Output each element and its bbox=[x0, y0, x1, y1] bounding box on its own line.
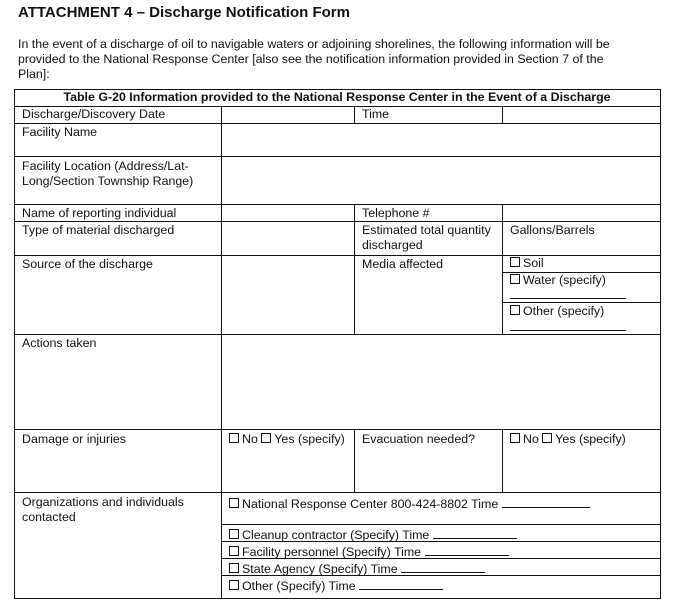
row-divider bbox=[14, 334, 661, 335]
checkbox-icon[interactable] bbox=[510, 433, 520, 443]
reporting-individual-label: Name of reporting individual bbox=[22, 206, 177, 220]
facility-name-field[interactable] bbox=[223, 125, 658, 155]
facility-location-field[interactable] bbox=[223, 158, 658, 203]
time-blank[interactable] bbox=[401, 560, 485, 573]
checkbox-icon[interactable] bbox=[229, 563, 239, 573]
page-title: ATTACHMENT 4 – Discharge Notification Form bbox=[18, 4, 350, 21]
row-divider bbox=[14, 429, 661, 430]
checkbox-icon[interactable] bbox=[542, 433, 552, 443]
row-divider bbox=[503, 302, 661, 303]
table-border-right bbox=[660, 89, 661, 599]
row-divider bbox=[14, 123, 661, 124]
checkbox-icon[interactable] bbox=[229, 433, 239, 443]
contact-cleanup[interactable]: Cleanup contractor (Specify) Time bbox=[229, 526, 517, 543]
checkbox-icon[interactable] bbox=[229, 498, 239, 508]
column-divider bbox=[502, 204, 503, 335]
table-border-bottom bbox=[14, 598, 661, 599]
time-label: Time bbox=[362, 107, 390, 121]
organizations-label: Organizations and individuals contacted bbox=[22, 495, 184, 524]
row-divider bbox=[14, 492, 661, 493]
table-caption: Table G-20 Information provided to the National Response Center in the Event of a Discharge bbox=[63, 90, 611, 104]
actions-taken-field[interactable] bbox=[223, 336, 658, 428]
evacuation-options: No Yes (specify) bbox=[510, 432, 658, 447]
time-blank[interactable] bbox=[425, 543, 509, 556]
row-divider bbox=[14, 255, 661, 256]
time-blank[interactable] bbox=[502, 495, 590, 508]
checkbox-icon[interactable] bbox=[229, 546, 239, 556]
material-type-field[interactable] bbox=[223, 223, 353, 253]
media-affected-label: Media affected bbox=[362, 257, 444, 271]
gallons-barrels-label: Gallons/Barrels bbox=[510, 223, 595, 237]
source-label: Source of the discharge bbox=[22, 257, 153, 271]
column-divider bbox=[354, 204, 355, 335]
row-divider bbox=[14, 204, 661, 205]
telephone-label: Telephone # bbox=[362, 206, 430, 220]
time-blank[interactable] bbox=[359, 577, 443, 590]
evacuation-label: Evacuation needed? bbox=[362, 432, 475, 446]
contact-nrc[interactable]: National Response Center 800-424-8802 Time bbox=[229, 495, 590, 512]
table-border-left bbox=[14, 89, 15, 599]
reporting-individual-field[interactable] bbox=[223, 206, 353, 220]
media-option-water[interactable]: Water (specify) bbox=[510, 273, 606, 288]
contact-other[interactable]: Other (Specify) Time bbox=[229, 577, 443, 594]
contact-facility[interactable]: Facility personnel (Specify) Time bbox=[229, 543, 509, 560]
row-divider bbox=[14, 156, 661, 157]
damage-label: Damage or injuries bbox=[22, 432, 126, 446]
column-divider bbox=[354, 106, 355, 124]
other-specify-line[interactable] bbox=[510, 330, 626, 331]
media-option-soil[interactable]: Soil bbox=[510, 256, 544, 271]
checkbox-icon[interactable] bbox=[510, 257, 520, 267]
intro-paragraph: In the event of a discharge of oil to navigable waters or adjoining shorelines, the following information will be provided to the National Response Center [also see the notification information provided in Section 7 of the Plan]: bbox=[18, 37, 610, 81]
estimated-quantity-label: Estimated total quantity discharged bbox=[362, 223, 491, 252]
facility-location-label: Facility Location (Address/Lat-Long/Section Township Range) bbox=[22, 159, 194, 188]
time-blank[interactable] bbox=[433, 526, 517, 539]
discharge-date-field[interactable] bbox=[223, 108, 353, 122]
row-divider bbox=[14, 221, 661, 222]
column-divider bbox=[354, 429, 355, 493]
checkbox-icon[interactable] bbox=[261, 433, 271, 443]
media-option-other[interactable]: Other (specify) bbox=[510, 304, 604, 319]
discharge-date-label: Discharge/Discovery Date bbox=[22, 107, 166, 121]
material-type-label: Type of material discharged bbox=[22, 223, 175, 237]
actions-taken-label: Actions taken bbox=[22, 336, 97, 350]
time-field[interactable] bbox=[504, 108, 658, 122]
contact-state[interactable]: State Agency (Specify) Time bbox=[229, 560, 485, 577]
column-divider bbox=[221, 106, 222, 599]
column-divider bbox=[502, 429, 503, 493]
checkbox-icon[interactable] bbox=[229, 529, 239, 539]
column-divider bbox=[502, 106, 503, 124]
water-specify-line[interactable] bbox=[510, 298, 626, 299]
checkbox-icon[interactable] bbox=[229, 580, 239, 590]
facility-name-label: Facility Name bbox=[22, 125, 98, 139]
damage-options: No Yes (specify) bbox=[229, 432, 353, 447]
checkbox-icon[interactable] bbox=[510, 274, 520, 284]
checkbox-icon[interactable] bbox=[510, 305, 520, 315]
row-divider bbox=[222, 524, 661, 525]
source-field[interactable] bbox=[223, 257, 353, 333]
telephone-field[interactable] bbox=[504, 206, 658, 220]
